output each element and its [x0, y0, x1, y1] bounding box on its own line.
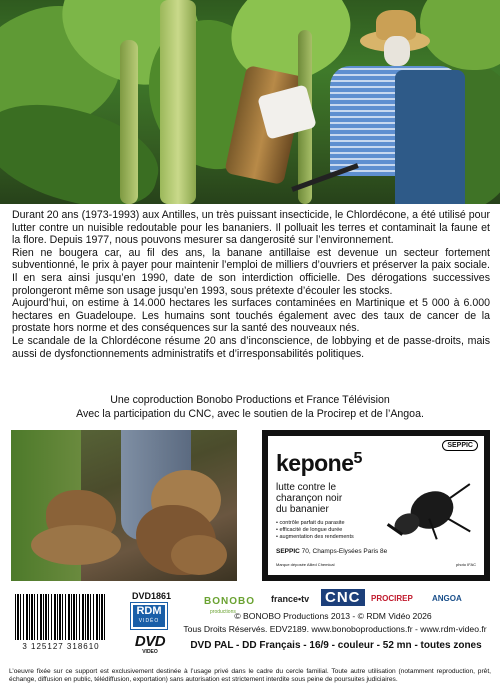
synopsis-paragraph: Le scandale de la Chlordécone résume 20 ans d’inconscience, de lobbying et de passe-droits, mais aussi de dysfonctionnements administratifs et d’irresponsabilités politiques. [12, 334, 490, 360]
barcode [11, 592, 111, 654]
synopsis-paragraph: Aujourd’hui, on estime à 14.000 hectares les surfaces contaminées en Martinique et 5 000 à 6.000 hectares en Guadeloupe. Les humains sont touchés également avec des taux de cancer de la prostate hors norme et des conséquences sur la santé des nouveaux nés. [12, 297, 490, 335]
ad-company: SEPPIC [276, 548, 300, 555]
ad-brand: kepone [276, 450, 354, 476]
barcode-number: 3 125127 318610 [22, 642, 100, 651]
barcode-bars [15, 594, 107, 640]
legal-notice: L’oeuvre fixée sur ce support est exclusivement destinée à l’usage privé dans le cadre du cercle familial. Toute autre utilisation (notamment reproduction, prêt, échange, diffusion en public, télédiffusion, exportation) sans autorisation est strictement interdite sous peine de poursuites judiciaires. [9, 668, 491, 683]
dvd-video-logo: DVD VIDEO [134, 633, 166, 655]
banana-plantation-photo [0, 0, 500, 204]
synopsis [12, 209, 490, 360]
ad-tagline: lutte contre le [276, 482, 337, 493]
ad-tagline: charançon noir [276, 493, 343, 504]
cnc-logo: CNC [321, 589, 365, 606]
disc-code: DVD1861 [132, 591, 172, 601]
ad-photo-credit: photo IFAC [455, 562, 476, 567]
seppic-logo: SEPPIC [442, 440, 478, 451]
ad-tagline: du bananier [276, 504, 329, 515]
dvd-specs: DVD PAL - DD Français - 16/9 - couleur - 52 mn - toutes zones [190, 640, 482, 651]
synopsis-paragraph: Durant 20 ans (1973-1993) aux Antilles, un très puissant insecticide, le Chlordécone, a été utilisé pour lutter contre un nuisible redoutable pour les bananiers. Il polluait les terres et contaminait la faune et la flore. Depuis 1977, nous pouvons mesurer sa dangerosité sur l’environnement. [12, 209, 490, 247]
contaminated-yams-photo [11, 430, 237, 581]
copyright-line: © BONOBO Productions 2013 - © RDM Vidéo 2026 [234, 611, 432, 621]
synopsis-paragraph: Rien ne bougera car, au fil des ans, la banane antillaise est devenue un secteur fortement subventionné, le prix à payer pour maintenir l’emploi de milliers d’ouvriers et préserver la paix sociale. Il en sera ainsi jusqu’en 1990, date de son interdiction officielle. Des dérogations successives prolongeront même son usage jusqu’en 1993, sous prétexte d’écouler les stocks. [12, 246, 490, 297]
ad-number: 5 [353, 450, 362, 467]
participation-credit: Avec la participation du CNC, avec le soutien de la Procirep et de l’Angoa. [76, 408, 424, 420]
ad-bullet: • contrôle parfait du parasite [276, 520, 345, 526]
kepone-advertisement [262, 430, 490, 581]
weevil-illustration [386, 484, 478, 544]
ad-footnote: Marque déposée Allied Chemical [276, 562, 335, 567]
procirep-logo: PROCIREP [371, 594, 413, 603]
rdm-logo: RDM VIDÉO [131, 603, 167, 629]
ad-bullet: • augmentation des rendements [276, 534, 354, 540]
ad-address: 70, Champs-Elysées Paris 8e [301, 548, 388, 555]
angoa-logo: ANGOA [432, 594, 462, 603]
francetv-logo: france•tv [271, 594, 310, 604]
coproduction-credit: Une coproduction Bonobo Productions et France Télévision [110, 394, 390, 406]
rights-line: Tous Droits Réservés. EDV2189. www.bonoboproductions.fr - www.rdm-video.fr [183, 624, 487, 634]
bonobo-logo: BONOBO productions [204, 596, 255, 615]
ad-bullet: • efficacité de longue durée [276, 527, 343, 533]
